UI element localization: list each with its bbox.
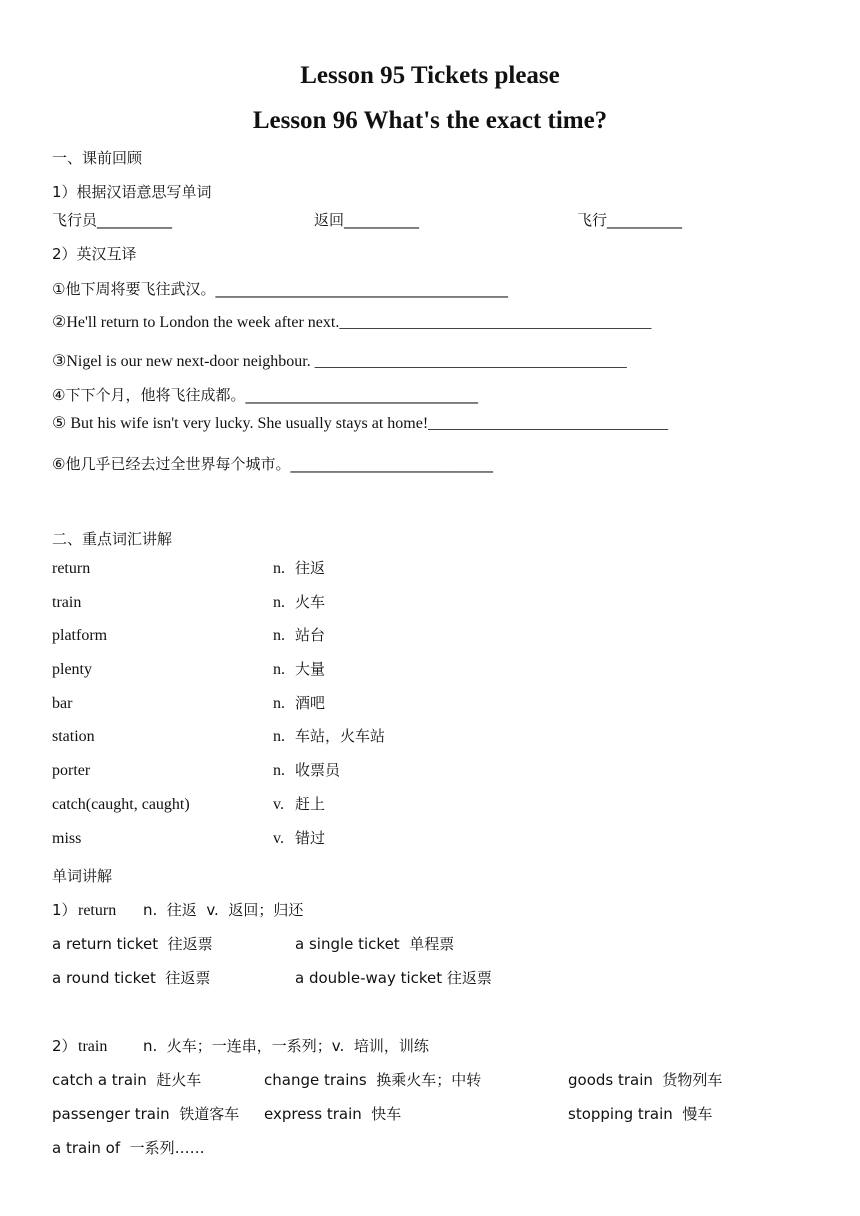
phrase: catch a train 赶火车 [52,1071,202,1089]
explain-heading: 单词讲解 [52,867,113,885]
vocab-word: bar [52,695,73,712]
vocab-meaning: 车站，火车站 [295,727,386,745]
phrase: a round ticket 往返票 [52,969,211,987]
entry-definitions: n. 往返 v. 返回；归还 [143,901,304,919]
vocab-pos: n. [273,695,285,712]
phrase: express train 快车 [264,1105,402,1123]
phrase: a return ticket 往返票 [52,935,213,953]
vocab-pos: n. [273,594,285,611]
vocab-meaning: 站台 [295,626,326,644]
fill-word-1: 飞行员__________ [52,211,173,229]
vocab-pos: n. [273,762,285,779]
entry-definitions: n. 火车；一连串，一系列；v. 培训，训练 [143,1037,429,1055]
entry-number: 1） [52,901,77,919]
vocab-meaning: 收票员 [295,761,341,779]
entry-word: train [78,1038,108,1055]
vocab-meaning: 大量 [295,660,326,678]
vocab-meaning: 错过 [295,829,326,847]
translate-item-5: ⑤ But his wife isn't very lucky. She usually stays at home!______________________________ [52,415,669,432]
vocab-word: porter [52,762,91,779]
entry-word: return [78,902,117,919]
vocab-pos: n. [273,728,285,745]
translate-item-2: ②He'll return to London the week after next._______________________________________ [52,314,652,331]
part-2-heading: 2）英汉互译 [52,245,137,263]
section-1-heading: 一、课前回顾 [52,149,143,167]
vocab-meaning: 赶上 [295,795,326,813]
translate-item-6: ⑥他几乎已经去过全世界每个城市。___________________________ [52,455,493,473]
vocab-word: miss [52,830,82,847]
translate-item-4: ④下下个月，他将飞往成都。_______________________________ [52,386,478,404]
phrase: a double-way ticket 往返票 [295,969,492,987]
vocab-pos: v. [273,796,284,813]
vocab-pos: n. [273,661,285,678]
vocab-meaning: 火车 [295,593,326,611]
vocab-word: plenty [52,661,92,678]
section-2-heading: 二、重点词汇讲解 [52,530,173,548]
lesson-title-1: Lesson 95 Tickets please [300,62,560,89]
lesson-title-2: Lesson 96 What's the exact time? [252,107,608,134]
vocab-meaning: 酒吧 [295,694,326,712]
entry-number: 2） [52,1037,77,1055]
fill-word-2: 返回__________ [314,211,420,229]
part-1-heading: 1）根据汉语意思写单词 [52,183,212,201]
phrase: goods train 货物列车 [568,1071,723,1089]
vocab-word: station [52,728,95,745]
phrase: a train of 一系列…… [52,1139,205,1157]
vocab-word: platform [52,627,108,644]
vocab-word: return [52,560,91,577]
vocab-pos: v. [273,830,284,847]
phrase: change trains 换乘火车；中转 [264,1071,482,1089]
translate-item-3: ③Nigel is our new next-door neighbour. _______________________________________ [52,353,627,370]
phrase: passenger train 铁道客车 [52,1105,240,1123]
vocab-pos: n. [273,627,285,644]
phrase: a single ticket 单程票 [295,935,455,953]
vocab-word: train [52,594,82,611]
fill-word-3: 飞行__________ [577,211,683,229]
phrase: stopping train 慢车 [568,1105,713,1123]
vocab-meaning: 往返 [295,559,326,577]
vocab-word: catch(caught, caught) [52,796,190,813]
vocab-pos: n. [273,560,285,577]
translate-item-1: ①他下周将要飞往武汉。_______________________________________ [52,280,508,298]
